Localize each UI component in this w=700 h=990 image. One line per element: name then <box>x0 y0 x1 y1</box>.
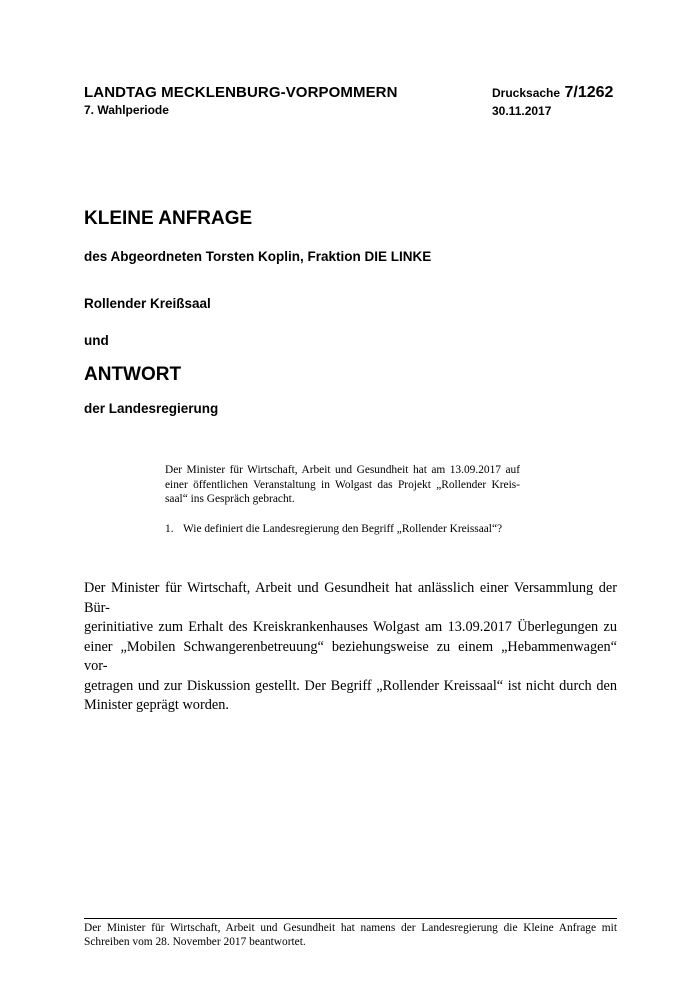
answer-line: getragen und zur Diskussion gestellt. Der Begriff „Rollender Kreissaal“ ist nicht durch den <box>84 677 617 694</box>
footnote-line: Schreiben vom 28. November 2017 beantwortet. <box>84 936 306 948</box>
kleine-anfrage-heading: KLEINE ANFRAGE <box>84 208 253 229</box>
responder-line: der Landesregierung <box>84 401 219 416</box>
antwort-heading: ANTWORT <box>84 364 182 385</box>
topic-title: Rollender Kreißsaal <box>84 296 211 311</box>
question-number: 1. <box>165 523 174 535</box>
und-line: und <box>84 333 109 348</box>
footnote-line: Der Minister für Wirtschaft, Arbeit und Gesundheit hat namens der Landesregierung die Kleine Anfrage mit <box>84 922 617 934</box>
intro-paragraph <box>165 463 520 507</box>
intro-line: einer öffentlichen Veranstaltung in Wolgast das Projekt „Rollender Kreis- <box>165 478 520 491</box>
answer-line: einer „Mobilen Schwangerenbetreuung“ beziehungsweise zu einem „Hebammenwagen“ vor- <box>84 638 617 674</box>
document-number: 7/1262 <box>564 84 614 101</box>
document-number-line <box>492 84 613 102</box>
header-right <box>492 84 613 118</box>
parliament-name: LANDTAG MECKLENBURG-VORPOMMERN <box>84 84 398 101</box>
intro-line: Der Minister für Wirtschaft, Arbeit und Gesundheit hat am 13.09.2017 auf <box>165 464 520 476</box>
intro-line: saal“ ins Gespräch gebracht. <box>165 493 295 505</box>
question-1 <box>165 522 502 537</box>
document-label: Drucksache <box>492 86 561 100</box>
election-period: 7. Wahlperiode <box>84 103 169 117</box>
question-text: Wie definiert die Landesregierung den Begriff „Rollender Kreissaal“? <box>183 523 503 535</box>
answer-line: Minister geprägt worden. <box>84 697 229 713</box>
document-date: 30.11.2017 <box>492 104 552 118</box>
answer-paragraph <box>84 579 617 716</box>
asker-line: des Abgeordneten Torsten Koplin, Fraktion DIE LINKE <box>84 249 432 264</box>
footnote <box>84 921 617 949</box>
answer-line: gerinitiative zum Erhalt des Kreiskrankenhauses Wolgast am 13.09.2017 Überlegungen zu <box>84 619 617 635</box>
footnote-divider <box>84 918 617 919</box>
header-left <box>84 84 398 117</box>
answer-line: Der Minister für Wirtschaft, Arbeit und Gesundheit hat anlässlich einer Versammlung der Bür- <box>84 580 617 616</box>
